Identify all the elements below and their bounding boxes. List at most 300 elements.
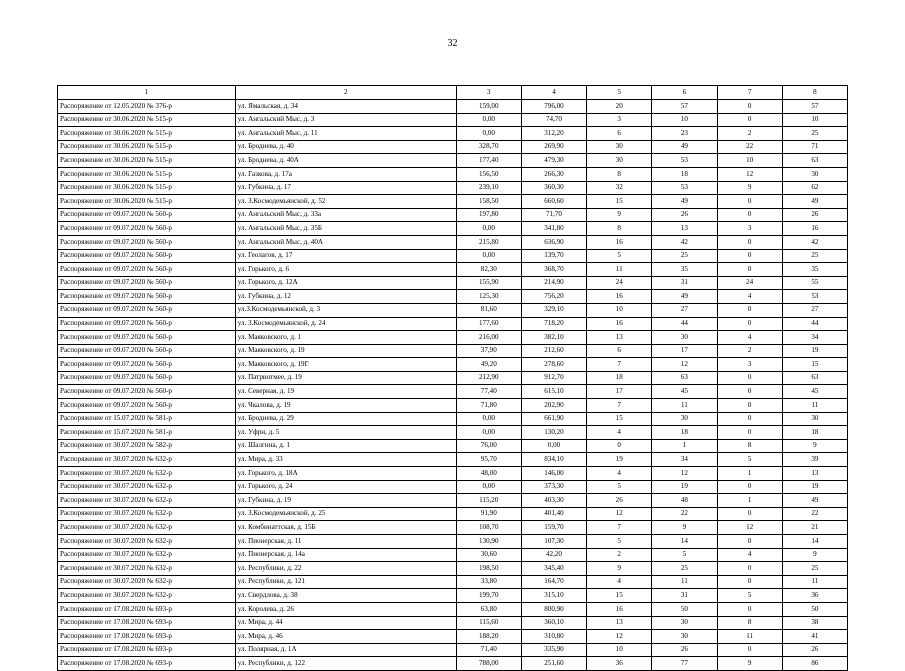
cell-address: ул. Маяковского, д. 1	[235, 331, 456, 345]
cell-address: ул. Ямальская, д. 34	[235, 100, 456, 114]
cell-value: 345,40	[521, 562, 586, 576]
cell-value: 30	[587, 154, 652, 168]
cell-value: 15	[587, 195, 652, 209]
cell-value: 17	[652, 344, 717, 358]
cell-value: 9	[782, 439, 847, 453]
cell-order: Распоряжение от 30.06.2020 № 515-р	[58, 167, 236, 181]
cell-value: 42	[652, 235, 717, 249]
cell-value: 1	[717, 494, 782, 508]
cell-value: 10	[717, 154, 782, 168]
cell-value: 0	[717, 643, 782, 657]
cell-order: Распоряжение от 09.07.2020 № 560-р	[58, 358, 236, 372]
cell-value: 4	[717, 290, 782, 304]
table-row	[58, 140, 848, 154]
table-row	[58, 317, 848, 331]
cell-value: 91,90	[456, 507, 521, 521]
cell-order: Распоряжение от 12.05.2020 № 376-р	[58, 100, 236, 114]
cell-value: 177,60	[456, 317, 521, 331]
table-row	[58, 263, 848, 277]
cell-value: 0	[717, 385, 782, 399]
cell-value: 63	[782, 371, 847, 385]
cell-value: 22	[652, 507, 717, 521]
cell-address: ул. Полярная, д. 1А	[235, 643, 456, 657]
cell-value: 12	[652, 358, 717, 372]
cell-value: 0,00	[456, 480, 521, 494]
cell-value: 76,00	[456, 439, 521, 453]
cell-address: ул. Шалгина, д. 1	[235, 439, 456, 453]
cell-address: ул. З.Космодемьянской, д. 52	[235, 195, 456, 209]
cell-order: Распоряжение от 09.07.2020 № 560-р	[58, 344, 236, 358]
cell-value: 7	[587, 399, 652, 413]
cell-value: 0	[717, 480, 782, 494]
cell-value: 329,10	[521, 303, 586, 317]
cell-value: 16	[587, 602, 652, 616]
cell-address: ул. Республики, д. 121	[235, 575, 456, 589]
cell-value: 199,70	[456, 589, 521, 603]
cell-value: 360,30	[521, 181, 586, 195]
cell-address: ул. Броднева, д. 40А	[235, 154, 456, 168]
cell-value: 0	[717, 535, 782, 549]
cell-value: 0	[717, 562, 782, 576]
cell-value: 25	[782, 127, 847, 141]
table-row	[58, 127, 848, 141]
cell-value: 107,30	[521, 535, 586, 549]
cell-value: 49	[782, 195, 847, 209]
table-row	[58, 331, 848, 345]
cell-value: 401,40	[521, 507, 586, 521]
cell-order: Распоряжение от 30.06.2020 № 515-р	[58, 127, 236, 141]
cell-value: 0	[717, 412, 782, 426]
cell-value: 661,90	[521, 412, 586, 426]
cell-value: 57	[652, 100, 717, 114]
cell-value: 18	[782, 426, 847, 440]
cell-value: 756,20	[521, 290, 586, 304]
cell-value: 13	[652, 222, 717, 236]
cell-value: 30	[782, 167, 847, 181]
cell-value: 115,20	[456, 494, 521, 508]
cell-value: 16	[587, 290, 652, 304]
cell-value: 2	[717, 344, 782, 358]
cell-value: 5	[652, 548, 717, 562]
column-header: 6	[652, 86, 717, 100]
cell-value: 82,30	[456, 263, 521, 277]
cell-value: 368,70	[521, 263, 586, 277]
cell-value: 12	[717, 521, 782, 535]
cell-value: 81,60	[456, 303, 521, 317]
cell-value: 13	[587, 616, 652, 630]
cell-address: ул. Геолагов, д. 17	[235, 249, 456, 263]
cell-value: 8	[717, 616, 782, 630]
table-row	[58, 589, 848, 603]
cell-order: Распоряжение от 17.08.2020 № 693-р	[58, 657, 236, 671]
cell-value: 11	[587, 263, 652, 277]
table-row	[58, 154, 848, 168]
cell-address: ул. Губкина, д. 12	[235, 290, 456, 304]
cell-value: 4	[717, 548, 782, 562]
cell-value: 266,30	[521, 167, 586, 181]
cell-value: 0	[717, 507, 782, 521]
cell-value: 16	[587, 235, 652, 249]
cell-order: Распоряжение от 30.07.2020 № 632-р	[58, 494, 236, 508]
cell-value: 24	[717, 276, 782, 290]
cell-value: 239,10	[456, 181, 521, 195]
cell-value: 25	[782, 249, 847, 263]
column-header: 7	[717, 86, 782, 100]
cell-value: 159,00	[456, 100, 521, 114]
cell-value: 36	[587, 657, 652, 671]
cell-value: 12	[717, 167, 782, 181]
table-body	[58, 100, 848, 671]
cell-value: 34	[652, 453, 717, 467]
table-row	[58, 467, 848, 481]
cell-value: 8	[587, 167, 652, 181]
cell-value: 50	[652, 602, 717, 616]
table-row	[58, 113, 848, 127]
cell-order: Распоряжение от 09.07.2020 № 560-р	[58, 249, 236, 263]
cell-value: 16	[587, 317, 652, 331]
cell-value: 718,20	[521, 317, 586, 331]
cell-order: Распоряжение от 17.08.2020 № 693-р	[58, 602, 236, 616]
cell-value: 37,90	[456, 344, 521, 358]
cell-value: 17	[587, 385, 652, 399]
table-row	[58, 222, 848, 236]
cell-value: 312,20	[521, 127, 586, 141]
cell-value: 796,00	[521, 100, 586, 114]
cell-order: Распоряжение от 30.07.2020 № 632-р	[58, 575, 236, 589]
cell-value: 53	[652, 154, 717, 168]
cell-address: ул. Ангальский Мыс, д. 33а	[235, 208, 456, 222]
cell-value: 479,30	[521, 154, 586, 168]
cell-value: 310,80	[521, 630, 586, 644]
cell-value: 8	[717, 439, 782, 453]
column-header: 8	[782, 86, 847, 100]
cell-value: 10	[652, 113, 717, 127]
column-header: 1	[58, 86, 236, 100]
table-header-row	[58, 86, 848, 100]
table-row	[58, 575, 848, 589]
cell-value: 71	[782, 140, 847, 154]
cell-value: 403,30	[521, 494, 586, 508]
cell-value: 39	[782, 453, 847, 467]
cell-value: 12	[587, 507, 652, 521]
cell-value: 2	[717, 127, 782, 141]
cell-address: ул. Пионерская, д. 14а	[235, 548, 456, 562]
cell-value: 32	[587, 181, 652, 195]
cell-value: 45	[782, 385, 847, 399]
cell-value: 12	[587, 630, 652, 644]
cell-value: 216,00	[456, 331, 521, 345]
cell-value: 5	[587, 535, 652, 549]
cell-value: 30,60	[456, 548, 521, 562]
cell-value: 50	[782, 602, 847, 616]
table-row	[58, 548, 848, 562]
cell-value: 25	[782, 562, 847, 576]
cell-value: 11	[782, 399, 847, 413]
cell-value: 13	[587, 331, 652, 345]
cell-value: 0	[717, 399, 782, 413]
cell-value: 9	[652, 521, 717, 535]
cell-address: ул. З.Космодемьянской, д. 24	[235, 317, 456, 331]
page-number: 32	[447, 38, 458, 49]
table-row	[58, 385, 848, 399]
cell-value: 11	[652, 399, 717, 413]
cell-value: 125,30	[456, 290, 521, 304]
table-row	[58, 494, 848, 508]
cell-value: 44	[652, 317, 717, 331]
cell-order: Распоряжение от 30.07.2020 № 632-р	[58, 548, 236, 562]
cell-value: 4	[587, 575, 652, 589]
cell-value: 30	[652, 630, 717, 644]
cell-value: 0	[717, 602, 782, 616]
cell-value: 197,80	[456, 208, 521, 222]
cell-order: Распоряжение от 30.07.2020 № 632-р	[58, 467, 236, 481]
cell-value: 11	[652, 575, 717, 589]
cell-order: Распоряжение от 30.07.2020 № 582-р	[58, 439, 236, 453]
cell-value: 63	[782, 154, 847, 168]
column-header: 5	[587, 86, 652, 100]
cell-order: Распоряжение от 30.07.2020 № 632-р	[58, 521, 236, 535]
table-row	[58, 616, 848, 630]
cell-value: 5	[717, 589, 782, 603]
table-row	[58, 167, 848, 181]
cell-order: Распоряжение от 09.07.2020 № 560-р	[58, 303, 236, 317]
cell-value: 15	[587, 589, 652, 603]
cell-value: 20	[587, 100, 652, 114]
cell-value: 25	[652, 249, 717, 263]
cell-address: ул. Мира, д. 46	[235, 630, 456, 644]
cell-value: 14	[782, 535, 847, 549]
cell-value: 48	[652, 494, 717, 508]
table-row	[58, 290, 848, 304]
table-row	[58, 208, 848, 222]
cell-value: 800,90	[521, 602, 586, 616]
cell-order: Распоряжение от 30.06.2020 № 515-р	[58, 181, 236, 195]
table-row	[58, 657, 848, 671]
cell-order: Распоряжение от 30.07.2020 № 632-р	[58, 589, 236, 603]
cell-value: 3	[717, 222, 782, 236]
cell-value: 0	[717, 208, 782, 222]
cell-value: 660,60	[521, 195, 586, 209]
cell-value: 373,30	[521, 480, 586, 494]
cell-value: 44	[782, 317, 847, 331]
cell-value: 341,80	[521, 222, 586, 236]
cell-order: Распоряжение от 09.07.2020 № 560-р	[58, 263, 236, 277]
cell-value: 10	[587, 643, 652, 657]
cell-value: 139,70	[521, 249, 586, 263]
table-row	[58, 358, 848, 372]
cell-value: 21	[782, 521, 847, 535]
cell-value: 42,20	[521, 548, 586, 562]
cell-order: Распоряжение от 30.07.2020 № 632-р	[58, 453, 236, 467]
cell-value: 159,70	[521, 521, 586, 535]
cell-address: ул. Чкалова, д. 19	[235, 399, 456, 413]
cell-address: ул. Свердлова, д. 38	[235, 589, 456, 603]
cell-value: 4	[717, 331, 782, 345]
cell-order: Распоряжение от 30.07.2020 № 632-р	[58, 562, 236, 576]
cell-value: 19	[782, 344, 847, 358]
cell-value: 636,90	[521, 235, 586, 249]
cell-address: ул. Броднева, д. 29	[235, 412, 456, 426]
cell-value: 26	[652, 208, 717, 222]
cell-value: 177,40	[456, 154, 521, 168]
cell-value: 2	[587, 548, 652, 562]
cell-value: 30	[652, 616, 717, 630]
cell-value: 49	[652, 140, 717, 154]
cell-value: 27	[782, 303, 847, 317]
cell-order: Распоряжение от 09.07.2020 № 560-р	[58, 222, 236, 236]
cell-value: 77,40	[456, 385, 521, 399]
cell-value: 49,20	[456, 358, 521, 372]
cell-value: 912,70	[521, 371, 586, 385]
cell-value: 31	[652, 589, 717, 603]
cell-value: 0,00	[456, 426, 521, 440]
column-header: 4	[521, 86, 586, 100]
cell-value: 0	[717, 113, 782, 127]
cell-address: ул. Уфрн, д. 5	[235, 426, 456, 440]
cell-order: Распоряжение от 30.06.2020 № 515-р	[58, 140, 236, 154]
cell-value: 15	[782, 358, 847, 372]
cell-value: 4	[587, 467, 652, 481]
cell-address: ул. Мира, д. 44	[235, 616, 456, 630]
cell-value: 3	[717, 358, 782, 372]
cell-value: 315,10	[521, 589, 586, 603]
cell-address: ул. Комбинаттская, д. 15Б	[235, 521, 456, 535]
cell-value: 31	[652, 276, 717, 290]
cell-value: 19	[782, 480, 847, 494]
cell-value: 834,10	[521, 453, 586, 467]
cell-value: 95,70	[456, 453, 521, 467]
table-row	[58, 602, 848, 616]
cell-value: 53	[782, 290, 847, 304]
cell-order: Распоряжение от 09.07.2020 № 560-р	[58, 235, 236, 249]
cell-value: 0	[717, 575, 782, 589]
cell-value: 30	[587, 140, 652, 154]
cell-address: ул. Патриотмее, д. 19	[235, 371, 456, 385]
cell-value: 0,00	[456, 412, 521, 426]
cell-value: 360,10	[521, 616, 586, 630]
cell-order: Распоряжение от 17.08.2020 № 693-р	[58, 616, 236, 630]
cell-address: ул. Республики, д. 122	[235, 657, 456, 671]
table-row	[58, 399, 848, 413]
cell-value: 0	[717, 371, 782, 385]
cell-value: 788,00	[456, 657, 521, 671]
cell-value: 12	[652, 467, 717, 481]
table-row	[58, 344, 848, 358]
cell-value: 0	[717, 317, 782, 331]
cell-value: 71,80	[456, 399, 521, 413]
cell-address: ул. Горького, д. 18А	[235, 467, 456, 481]
cell-value: 108,70	[456, 521, 521, 535]
cell-value: 26	[587, 494, 652, 508]
cell-value: 41	[782, 630, 847, 644]
table-row	[58, 562, 848, 576]
cell-value: 0,00	[456, 113, 521, 127]
cell-value: 10	[782, 113, 847, 127]
cell-address: ул. Ангальский Мыс, д. 35Б	[235, 222, 456, 236]
cell-value: 3	[587, 113, 652, 127]
cell-value: 18	[652, 167, 717, 181]
cell-value: 16	[782, 222, 847, 236]
cell-value: 188,20	[456, 630, 521, 644]
cell-value: 9	[587, 208, 652, 222]
cell-value: 214,90	[521, 276, 586, 290]
cell-value: 14	[652, 535, 717, 549]
cell-value: 8	[587, 222, 652, 236]
cell-address: ул. Горького, д. 6	[235, 263, 456, 277]
cell-value: 130,90	[456, 535, 521, 549]
cell-address: ул. Мира, д. 33	[235, 453, 456, 467]
cell-value: 24	[587, 276, 652, 290]
table-row	[58, 235, 848, 249]
cell-order: Распоряжение от 09.07.2020 № 560-р	[58, 399, 236, 413]
cell-value: 269,90	[521, 140, 586, 154]
cell-value: 335,90	[521, 643, 586, 657]
cell-value: 11	[782, 575, 847, 589]
cell-order: Распоряжение от 17.08.2020 № 693-р	[58, 630, 236, 644]
cell-value: 0	[717, 235, 782, 249]
cell-value: 328,70	[456, 140, 521, 154]
cell-value: 212,90	[456, 371, 521, 385]
cell-value: 7	[587, 521, 652, 535]
cell-order: Распоряжение от 30.06.2020 № 515-р	[58, 195, 236, 209]
cell-value: 36	[782, 589, 847, 603]
cell-order: Распоряжение от 30.07.2020 № 632-р	[58, 535, 236, 549]
table-row	[58, 303, 848, 317]
cell-order: Распоряжение от 09.07.2020 № 560-р	[58, 385, 236, 399]
cell-value: 30	[782, 412, 847, 426]
cell-value: 0	[717, 100, 782, 114]
cell-value: 115,60	[456, 616, 521, 630]
table-row	[58, 100, 848, 114]
cell-value: 77	[652, 657, 717, 671]
cell-value: 55	[782, 276, 847, 290]
table-row	[58, 249, 848, 263]
cell-value: 9	[587, 562, 652, 576]
cell-address: ул. Горького, д. 24	[235, 480, 456, 494]
cell-order: Распоряжение от 30.06.2020 № 515-р	[58, 113, 236, 127]
cell-value: 146,00	[521, 467, 586, 481]
cell-order: Распоряжение от 30.07.2020 № 632-р	[58, 507, 236, 521]
table-row	[58, 439, 848, 453]
cell-value: 30	[652, 412, 717, 426]
cell-value: 9	[782, 548, 847, 562]
cell-value: 156,50	[456, 167, 521, 181]
cell-value: 13	[782, 467, 847, 481]
cell-value: 1	[717, 467, 782, 481]
cell-value: 0,00	[521, 439, 586, 453]
cell-value: 19	[587, 453, 652, 467]
cell-value: 0,00	[456, 249, 521, 263]
table-row	[58, 181, 848, 195]
cell-value: 38	[782, 616, 847, 630]
cell-value: 0	[717, 426, 782, 440]
cell-value: 49	[652, 195, 717, 209]
cell-value: 5	[587, 249, 652, 263]
cell-value: 25	[652, 562, 717, 576]
cell-value: 26	[652, 643, 717, 657]
cell-value: 9	[717, 657, 782, 671]
cell-address: ул. Ангальский Мыс, д. 40А	[235, 235, 456, 249]
cell-value: 49	[782, 494, 847, 508]
cell-value: 0	[717, 263, 782, 277]
cell-order: Распоряжение от 09.07.2020 № 560-р	[58, 331, 236, 345]
cell-address: ул. Ангальский Мыс, д. 3	[235, 113, 456, 127]
cell-value: 7	[587, 358, 652, 372]
cell-value: 63	[652, 371, 717, 385]
cell-value: 0	[717, 303, 782, 317]
table-row	[58, 643, 848, 657]
cell-value: 0,00	[456, 127, 521, 141]
